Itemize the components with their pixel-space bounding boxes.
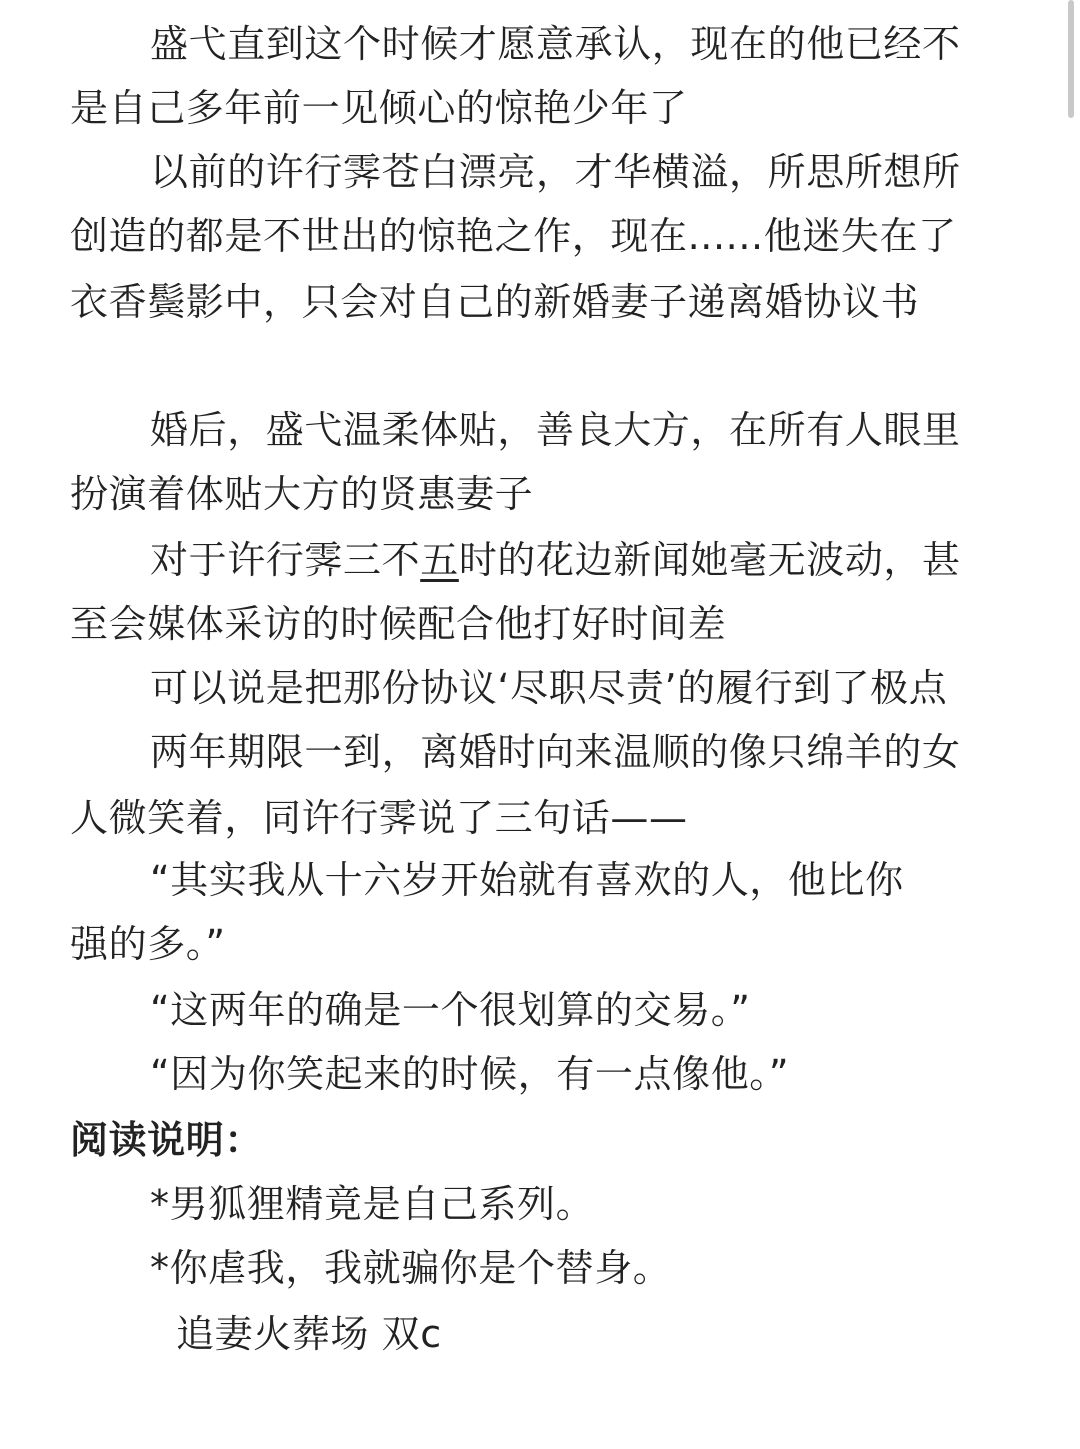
text-segment: 时的花边新闻她毫无波动，甚 <box>458 538 961 582</box>
paragraph-line: 婚后，盛弋温柔体贴，善良大方，在所有人眼里 <box>150 408 961 452</box>
note-item: *男狐狸精竟是自己系列。 <box>150 1182 595 1226</box>
paragraph-line: “因为你笑起来的时候，有一点像他。” <box>150 1052 790 1096</box>
paragraph-line: 以前的许行霁苍白漂亮，才华横溢，所思所想所 <box>150 150 961 194</box>
paragraph-line: “其实我从十六岁开始就有喜欢的人，他比你 <box>150 858 904 902</box>
paragraph-line: 可以说是把那份协议‘尽职尽责’的履行到了极点 <box>150 666 948 710</box>
paragraph-line: 至会媒体采访的时候配合他打好时间差 <box>70 602 727 646</box>
paragraph-line: “这两年的确是一个很划算的交易。” <box>150 988 751 1032</box>
paragraph-line: 强的多。” <box>70 922 226 966</box>
scrollbar-thumb[interactable] <box>1068 0 1074 118</box>
notes-heading: 阅读说明： <box>70 1118 264 1162</box>
paragraph-line: 人微笑着，同许行霁说了三句话—— <box>70 796 688 840</box>
note-item: *你虐我，我就骗你是个替身。 <box>150 1246 672 1290</box>
text-segment: 对于许行霁三不 <box>150 538 421 582</box>
paragraph-line: 两年期限一到，离婚时向来温顺的像只绵羊的女 <box>150 730 961 774</box>
paragraph-line <box>150 538 961 586</box>
paragraph-line: 扮演着体贴大方的贤惠妻子 <box>70 472 534 516</box>
paragraph-line: 衣香鬓影中，只会对自己的新婚妻子递离婚协议书 <box>70 280 920 324</box>
tags-line: 追妻火葬场 双c <box>176 1312 442 1356</box>
paragraph-line: 是自己多年前一见倾心的惊艳少年了 <box>70 86 688 130</box>
paragraph-line: 盛弋直到这个时候才愿意承认，现在的他已经不 <box>150 22 961 66</box>
paragraph-line: 创造的都是不世出的惊艳之作，现在......他迷失在了 <box>70 214 957 258</box>
underlined-char: 五 <box>420 538 459 582</box>
